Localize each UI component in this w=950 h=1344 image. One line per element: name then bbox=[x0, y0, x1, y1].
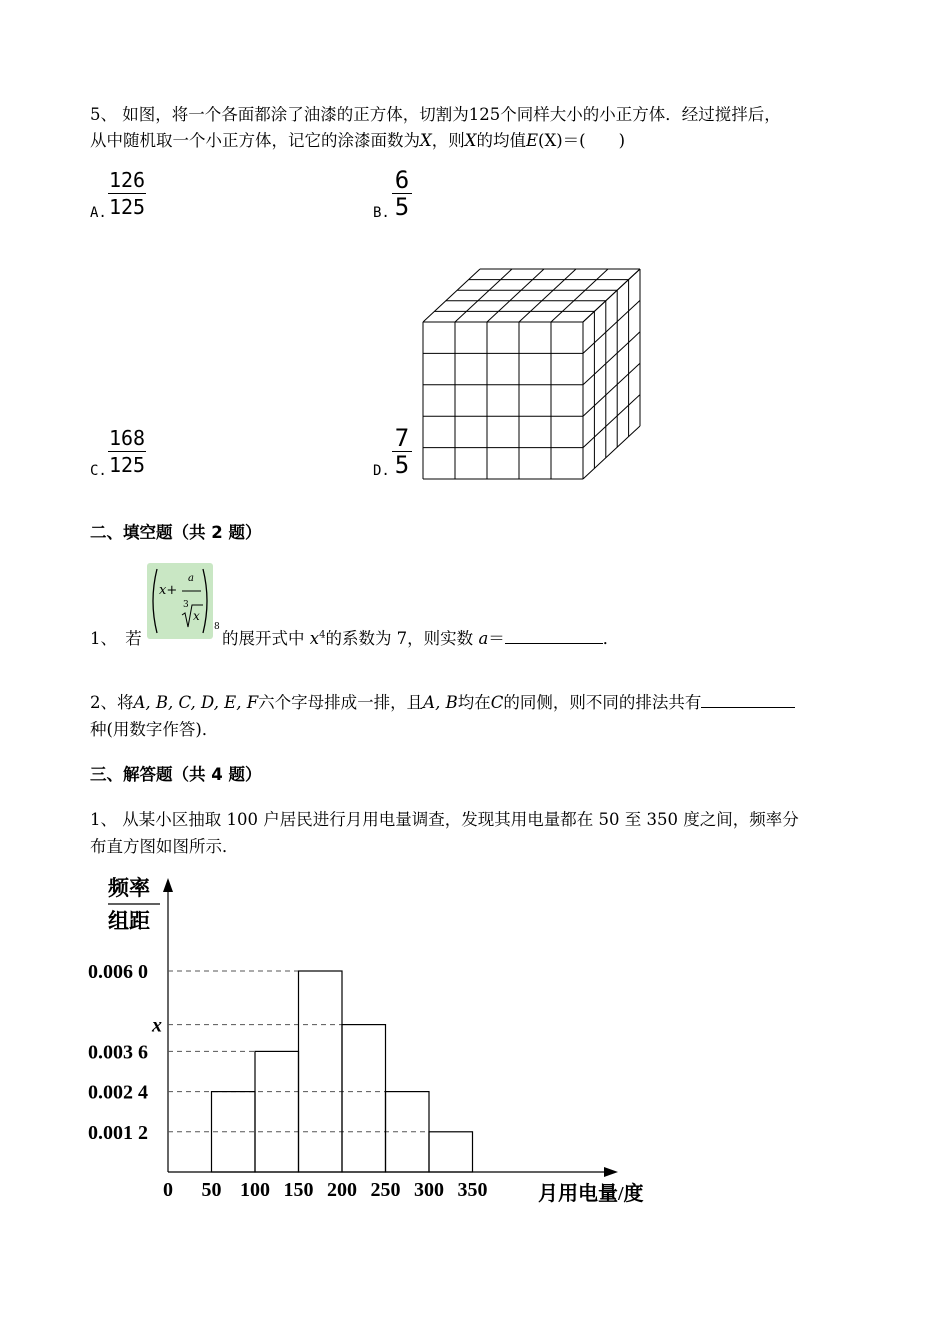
y-tick-label: x bbox=[152, 1014, 162, 1037]
letter-c: C bbox=[490, 693, 504, 712]
q5-text: ，则 bbox=[431, 131, 465, 150]
cube-top-line bbox=[519, 269, 576, 322]
formula-svg bbox=[147, 563, 213, 639]
y-label-bottom: 组距 bbox=[108, 909, 150, 933]
option-d-label: D. bbox=[373, 463, 390, 479]
histogram-bar bbox=[255, 1051, 299, 1172]
formula-x: x+ bbox=[159, 583, 178, 598]
fill1-text: 的系数为 7，则实数 bbox=[325, 629, 474, 648]
denominator: 5 bbox=[394, 193, 410, 221]
section2-title: 二、填空题（共 2 题） bbox=[90, 523, 262, 542]
numerator: 168 bbox=[108, 426, 146, 450]
x-tick-label: 350 bbox=[457, 1179, 488, 1201]
histogram-chart bbox=[80, 860, 680, 1210]
section3-title: 三、解答题（共 4 题） bbox=[90, 765, 262, 784]
fill1-text: 的展开式中 bbox=[222, 629, 305, 648]
y-tick-label: 0.003 6 bbox=[88, 1041, 148, 1064]
cube-top-line bbox=[551, 269, 608, 322]
histogram-bar bbox=[299, 971, 343, 1172]
histogram-bar bbox=[342, 1025, 386, 1172]
formula-a: a bbox=[188, 573, 194, 584]
x-tick-label: 0 bbox=[163, 1179, 173, 1201]
cube-side-line bbox=[583, 332, 640, 385]
cube-side-line bbox=[583, 300, 640, 353]
cube-top-line bbox=[423, 269, 480, 322]
var-x: x bbox=[309, 629, 320, 648]
option-b-fraction bbox=[392, 168, 412, 219]
x-tick-label: 50 bbox=[201, 1179, 222, 1201]
x-tick-label: 100 bbox=[240, 1179, 270, 1201]
denominator: 125 bbox=[108, 453, 146, 477]
fraction-bar bbox=[108, 451, 146, 452]
cube-side-line bbox=[583, 426, 640, 479]
y-tick-label: 0.006 0 bbox=[88, 961, 148, 983]
formula-exponent: 8 bbox=[214, 622, 220, 632]
power: 4 bbox=[319, 629, 326, 641]
numerator: 126 bbox=[108, 168, 146, 192]
q5-text: 的均值 bbox=[476, 131, 526, 150]
numerator: 7 bbox=[394, 424, 410, 452]
option-a-fraction bbox=[108, 168, 146, 219]
var-x: X bbox=[420, 131, 432, 150]
numerator: 6 bbox=[394, 166, 410, 194]
q5-line2 bbox=[90, 127, 625, 151]
q5-text: 从中随机取一个小正方体，记它的涂漆面数为 bbox=[90, 131, 420, 150]
x-tick-label: 250 bbox=[370, 1179, 401, 1201]
fill1-body bbox=[222, 625, 619, 649]
fill2-text: 的同侧，则不同的排法共有 bbox=[503, 693, 702, 712]
formula-root-var: x bbox=[193, 609, 200, 623]
solve1-line1: 1、 从某小区抽取 100 户居民进行月用电量调查，发现其用电量都在 50 至 350 度之间，频率分 bbox=[90, 810, 799, 829]
option-a-label: A. bbox=[90, 205, 107, 221]
x-tick-label: 200 bbox=[327, 1179, 357, 1201]
fill2-text: 均在 bbox=[457, 693, 491, 712]
x-tick-label: 150 bbox=[283, 1179, 314, 1201]
option-d-fraction bbox=[392, 426, 412, 477]
fill1-text: ＝ bbox=[488, 629, 505, 648]
var-a: a bbox=[478, 629, 489, 648]
fraction-bar bbox=[108, 193, 146, 194]
cube-side-line bbox=[583, 395, 640, 448]
letters: A, B, C, D, E, F bbox=[133, 693, 259, 712]
denominator: 125 bbox=[108, 195, 146, 219]
solve1-line2: 布直方图如图所示． bbox=[90, 837, 239, 856]
fill2-text: 六个字母排成一排，且 bbox=[258, 693, 424, 712]
var-e: E bbox=[526, 131, 539, 150]
x-tick-label: 300 bbox=[414, 1179, 444, 1201]
formula-root-index: 3 bbox=[183, 600, 189, 610]
fill2-text: 2、将 bbox=[90, 693, 134, 712]
q5-text: (X)＝( ) bbox=[538, 131, 626, 150]
histogram-bar bbox=[429, 1132, 473, 1172]
fill1-text: ． bbox=[602, 629, 620, 648]
answer-blank[interactable] bbox=[505, 643, 603, 644]
fill2-line1 bbox=[90, 689, 795, 713]
x-axis-label: 月用电量/度 bbox=[538, 1183, 644, 1205]
y-label-top: 频率 bbox=[108, 876, 150, 900]
answer-blank[interactable] bbox=[701, 707, 795, 708]
cube-side-line bbox=[583, 363, 640, 416]
y-axis-arrow bbox=[163, 878, 173, 892]
fill1-prefix: 1、 若 bbox=[90, 629, 142, 648]
letters-ab: A, B bbox=[423, 693, 458, 712]
var-x: X bbox=[464, 131, 477, 150]
denominator: 5 bbox=[394, 451, 410, 479]
option-c-fraction bbox=[108, 426, 146, 477]
cube-top-line bbox=[455, 269, 512, 322]
option-b-label: B. bbox=[373, 205, 390, 221]
cube-figure bbox=[415, 262, 647, 484]
y-tick-label: 0.001 2 bbox=[88, 1121, 148, 1144]
cube-top-line bbox=[487, 269, 544, 322]
fill2-line2: 种(用数字作答)． bbox=[90, 720, 219, 739]
x-axis-arrow bbox=[604, 1167, 618, 1177]
formula-image bbox=[147, 563, 213, 639]
y-tick-label: 0.002 4 bbox=[88, 1081, 148, 1104]
q5-line1: 5、 如图，将一个各面都涂了油漆的正方体，切割为125个同样大小的小正方体．经过搅拌后， bbox=[90, 105, 781, 124]
option-c-label: C. bbox=[90, 463, 107, 479]
cube-side-line bbox=[583, 269, 640, 322]
